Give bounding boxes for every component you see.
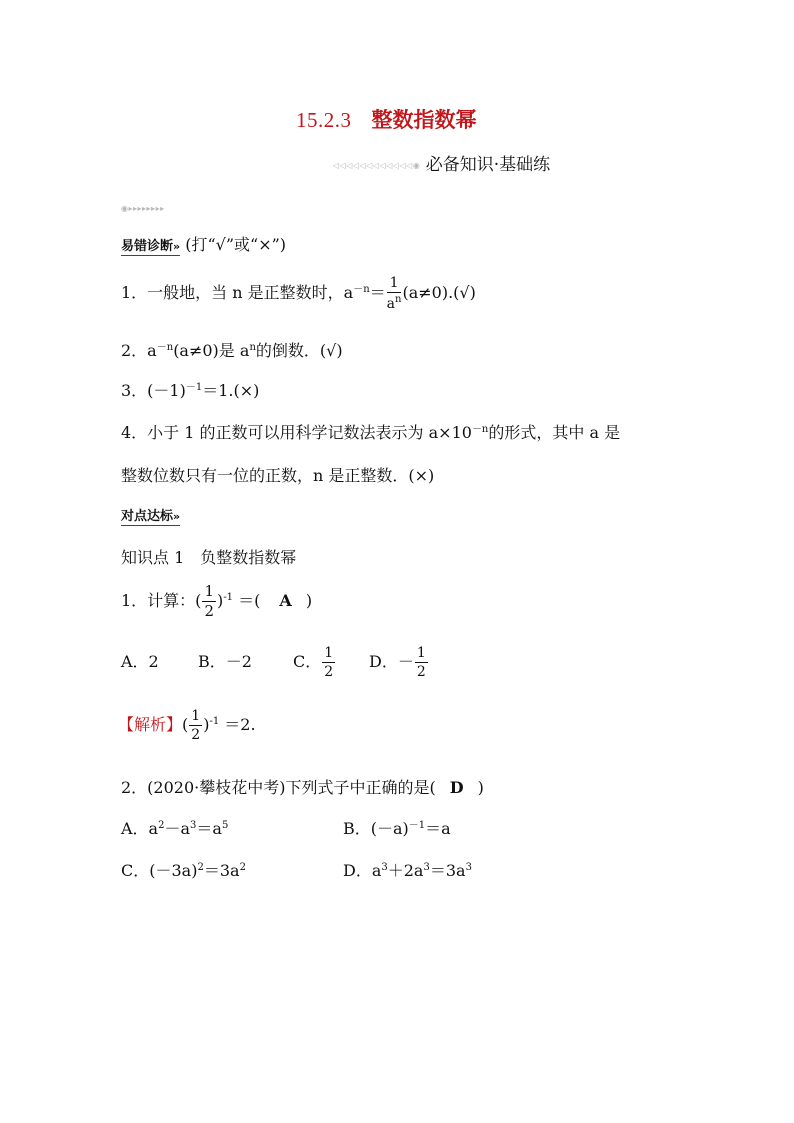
subheading-row <box>333 150 550 175</box>
diagnosis-item-1: 1．一般地，当 n 是正整数时，$a^{-n}=$ $\frac{1}{a^n}$ (a≠0).(√) <box>121 275 476 312</box>
option-a: A．2 <box>121 652 159 671</box>
small-decoration-icon: ◉▸▸▸▸▸▸▸▸ <box>121 204 165 213</box>
option-b: B．－2 <box>198 652 252 671</box>
q2-option-b: B．$(-a)^{-1}=a$ <box>343 819 451 838</box>
q2-option-a: A．$a^2-a^3=a^5$ <box>121 819 229 838</box>
diagnosis-tag: 易错诊断» <box>121 239 181 254</box>
analysis: 【解析】( $\frac{1}{2}$ )$^{-1}$ ＝2. <box>118 708 256 743</box>
option-d: D．－ $\frac{1}{2}$ <box>369 645 426 680</box>
answer: A <box>279 591 292 610</box>
subheading: 必备知识·基础练 <box>425 155 551 175</box>
question-2: 2．(2020·攀枝花中考)下列式子中正确的是( D ) <box>121 778 484 797</box>
answer: D <box>449 778 464 797</box>
diagnosis-instruction: (打“√”或“×”) <box>185 235 287 254</box>
practice-header <box>121 505 180 524</box>
fraction: $\frac{1}{2}$ <box>204 582 214 620</box>
diagnosis-header <box>121 232 286 255</box>
q2-option-d: D．$a^3+2a^3=3a^3$ <box>343 861 472 880</box>
diagnosis-item-4: 4．小于 1 的正数可以用科学记数法表示为 $a\times 10^{-n}$的形式，其中 a 是 <box>121 423 621 442</box>
diagnosis-item-3: 3．$(-1)^{-1}=1.(\times)$ <box>121 381 260 400</box>
fraction: $\frac{1}{a^n}$ <box>386 275 402 312</box>
diagnosis-item-4-cont: 整数位数只有一位的正数，n 是正整数．(×) <box>121 466 435 485</box>
analysis-label: 【解析】 <box>118 715 183 734</box>
practice-tag: 对点达标» <box>121 509 181 524</box>
section-title: 整数指数幂 <box>371 108 477 132</box>
page-title <box>296 104 477 134</box>
knowledge-point: 知识点 1 负整数指数幂 <box>121 548 297 567</box>
option-c: C． $\frac{1}{2}$ <box>293 645 334 680</box>
q2-option-c: C．$(-3a)^2=3a^2$ <box>121 861 246 880</box>
section-number: 15.2.3 <box>296 108 352 132</box>
diagnosis-item-2: 2．$a^{-n}(a\ne 0)$是 $a^n$的倒数．(√) <box>121 341 343 360</box>
question-1: 1．计算：( $\frac{1}{2}$ )$^{-1}$ ＝( A ) <box>121 582 313 620</box>
question-1-options <box>121 646 429 679</box>
arrow-decoration-icon: ◁◁◁◁◁◁◁◁◁◁◁◁◉ <box>333 161 421 170</box>
